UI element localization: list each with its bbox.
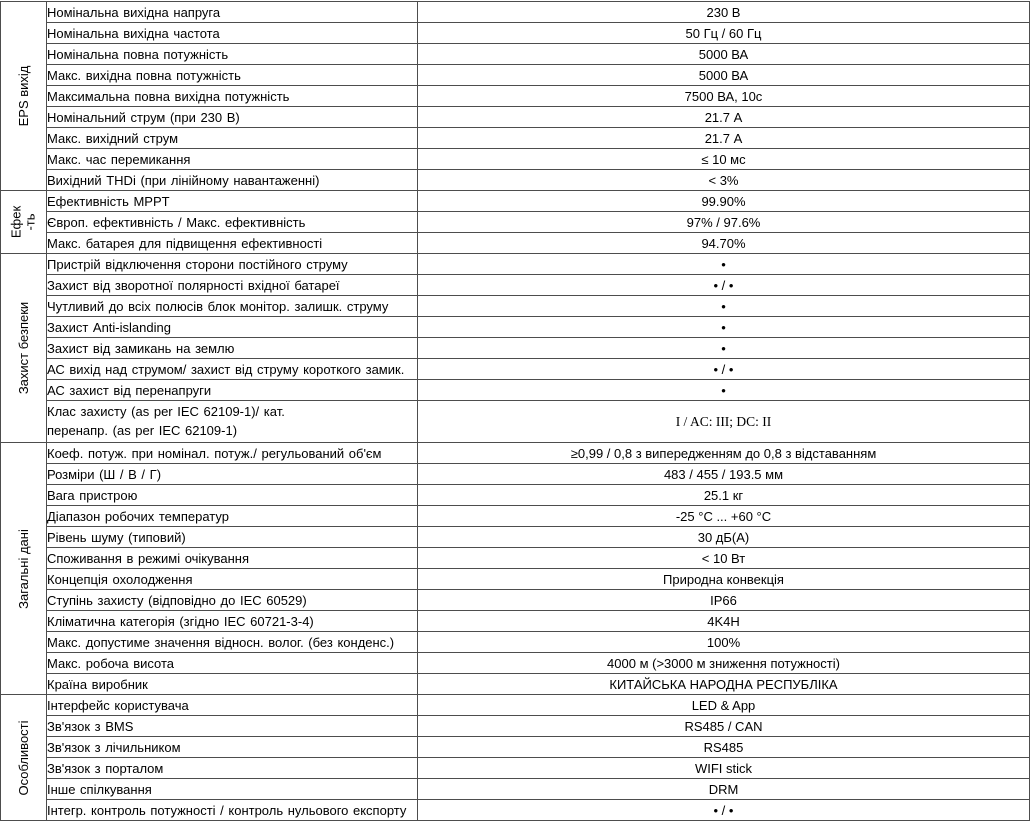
spec-row	[1, 65, 1030, 86]
value-cell: КИТАЙСЬКА НАРОДНА РЕСПУБЛІКА	[418, 674, 1030, 695]
param-cell: Макс. вихідна повна потужність	[47, 65, 418, 86]
value-cell: RS485 / CAN	[418, 716, 1030, 737]
section-label-cell-efficiency	[1, 191, 47, 254]
section-label-eps-output	[16, 66, 30, 127]
value-cell: WIFI stick	[418, 758, 1030, 779]
value-cell: 94.70%	[418, 233, 1030, 254]
param-cell: Захист від зворотної полярності вхідної батареї	[47, 275, 418, 296]
param-cell: Зв'язок з порталом	[47, 758, 418, 779]
spec-row	[1, 485, 1030, 506]
spec-row	[1, 212, 1030, 233]
value-cell: •	[418, 338, 1030, 359]
param-cell	[47, 401, 418, 443]
param-cell: Концепція охолодження	[47, 569, 418, 590]
spec-row	[1, 464, 1030, 485]
spec-row	[1, 716, 1030, 737]
value-cell: ≥0,99 / 0,8 з випередженням до 0,8 з відставанням	[418, 443, 1030, 464]
value-cell: 5000 ВА	[418, 65, 1030, 86]
value-cell: 30 дБ(А)	[418, 527, 1030, 548]
value-cell: IP66	[418, 590, 1030, 611]
spec-row	[1, 359, 1030, 380]
param-cell: Номінальна вихідна частота	[47, 23, 418, 44]
section-label-cell-features	[1, 695, 47, 821]
value-cell: • / •	[418, 359, 1030, 380]
param-cell: Інтегр. контроль потужності / контроль нульового експорту	[47, 800, 418, 821]
value-cell: -25 °C ... +60 °C	[418, 506, 1030, 527]
value-cell: 230 В	[418, 2, 1030, 23]
spec-row	[1, 506, 1030, 527]
param-cell: Зв'язок з лічильником	[47, 737, 418, 758]
param-cell: Макс. робоча висота	[47, 653, 418, 674]
spec-row	[1, 170, 1030, 191]
param-cell: Ступінь захисту (відповідно до IEC 60529)	[47, 590, 418, 611]
spec-row	[1, 527, 1030, 548]
spec-row	[1, 191, 1030, 212]
value-cell: 483 / 455 / 193.5 мм	[418, 464, 1030, 485]
section-label-safety-protection	[16, 302, 30, 394]
spec-row	[1, 611, 1030, 632]
param-cell: Коеф. потуж. при номінал. потуж./ регульований об'єм	[47, 443, 418, 464]
section-label-efficiency	[9, 206, 38, 238]
spec-row	[1, 674, 1030, 695]
param-cell: Макс. вихідний струм	[47, 128, 418, 149]
spec-row	[1, 296, 1030, 317]
param-line: перенапр. (as per IEC 62109-1)	[47, 422, 238, 438]
spec-row	[1, 695, 1030, 716]
value-cell: 99.90%	[418, 191, 1030, 212]
spec-row	[1, 443, 1030, 464]
spec-row	[1, 632, 1030, 653]
param-cell: АС вихід над струмом/ захист від струму короткого замик.	[47, 359, 418, 380]
value-cell: • / •	[418, 800, 1030, 821]
param-cell: Захист Anti-islanding	[47, 317, 418, 338]
spec-row	[1, 737, 1030, 758]
section-label-cell-safety-protection	[1, 254, 47, 443]
spec-row	[1, 590, 1030, 611]
section-label-cell-eps-output	[1, 2, 47, 191]
section-label-line: Загальні дані	[15, 528, 31, 609]
value-cell: Природна конвекція	[418, 569, 1030, 590]
value-cell: •	[418, 254, 1030, 275]
param-cell: Країна виробник	[47, 674, 418, 695]
param-cell: АС захист від перенапруги	[47, 380, 418, 401]
value-cell: ≤ 10 мс	[418, 149, 1030, 170]
param-cell: Кліматична категорія (згідно IEC 60721-3-4)	[47, 611, 418, 632]
param-cell: Зв'язок з BMS	[47, 716, 418, 737]
param-cell: Вага пристрою	[47, 485, 418, 506]
section-label-line: Особливості	[15, 719, 31, 796]
value-cell: 5000 ВА	[418, 44, 1030, 65]
value-cell: DRM	[418, 779, 1030, 800]
spec-row	[1, 317, 1030, 338]
param-cell: Інше спілкування	[47, 779, 418, 800]
spec-row	[1, 800, 1030, 821]
spec-row	[1, 86, 1030, 107]
spec-row	[1, 275, 1030, 296]
section-label-line: Ефек	[8, 205, 24, 239]
param-cell: Вихідний THDi (при лінійному навантаженні)	[47, 170, 418, 191]
param-cell: Макс. допустиме значення відносн. волог. (без конденс.)	[47, 632, 418, 653]
value-cell: 97% / 97.6%	[418, 212, 1030, 233]
param-cell: Діапазон робочих температур	[47, 506, 418, 527]
param-cell: Ефективність MPPT	[47, 191, 418, 212]
param-cell: Номінальна повна потужність	[47, 44, 418, 65]
spec-row	[1, 149, 1030, 170]
spec-row	[1, 233, 1030, 254]
param-cell: Пристрій відключення сторони постійного струму	[47, 254, 418, 275]
section-label-features	[16, 720, 30, 795]
spec-row	[1, 548, 1030, 569]
spec-row	[1, 380, 1030, 401]
param-cell: Чутливий до всіх полюсів блок монітор. залишк. струму	[47, 296, 418, 317]
value-cell: 21.7 А	[418, 128, 1030, 149]
spec-row	[1, 107, 1030, 128]
value-cell: I / AC: III; DC: II	[418, 401, 1030, 443]
spec-row	[1, 569, 1030, 590]
param-cell: Споживання в режимі очікування	[47, 548, 418, 569]
spec-row	[1, 23, 1030, 44]
spec-row	[1, 401, 1030, 443]
value-cell: 21.7 А	[418, 107, 1030, 128]
param-cell: Максимальна повна вихідна потужність	[47, 86, 418, 107]
value-cell: •	[418, 296, 1030, 317]
param-cell: Європ. ефективність / Макс. ефективність	[47, 212, 418, 233]
section-label-line: -ть	[22, 213, 38, 231]
param-cell: Розміри (Ш / В / Г)	[47, 464, 418, 485]
spec-row	[1, 653, 1030, 674]
spec-table	[0, 1, 1030, 821]
value-cell: •	[418, 380, 1030, 401]
section-label-general-data	[16, 529, 30, 609]
spec-row	[1, 2, 1030, 23]
param-cell: Номінальна вихідна напруга	[47, 2, 418, 23]
param-cell: Захист від замикань на землю	[47, 338, 418, 359]
value-cell: 4K4H	[418, 611, 1030, 632]
section-label-line: EPS вихід	[15, 65, 31, 127]
value-cell: < 10 Вт	[418, 548, 1030, 569]
spec-row	[1, 128, 1030, 149]
value-cell: •	[418, 317, 1030, 338]
param-cell: Інтерфейс користувача	[47, 695, 418, 716]
value-cell: 4000 м (>3000 м зниження потужності)	[418, 653, 1030, 674]
section-label-line: Захист безпеки	[15, 301, 31, 395]
param-cell: Номінальний струм (при 230 В)	[47, 107, 418, 128]
value-cell: 100%	[418, 632, 1030, 653]
spec-row	[1, 779, 1030, 800]
value-cell: LED & App	[418, 695, 1030, 716]
value-cell: RS485	[418, 737, 1030, 758]
spec-row	[1, 44, 1030, 65]
value-cell: • / •	[418, 275, 1030, 296]
value-cell: 7500 ВА, 10с	[418, 86, 1030, 107]
value-cell: 25.1 кг	[418, 485, 1030, 506]
spec-row	[1, 758, 1030, 779]
spec-row	[1, 254, 1030, 275]
value-cell: 50 Гц / 60 Гц	[418, 23, 1030, 44]
value-cell: < 3%	[418, 170, 1030, 191]
spec-row	[1, 338, 1030, 359]
param-cell: Макс. батарея для підвищення ефективності	[47, 233, 418, 254]
param-cell: Макс. час перемикання	[47, 149, 418, 170]
param-cell: Рівень шуму (типовий)	[47, 527, 418, 548]
section-label-cell-general-data	[1, 443, 47, 695]
param-line: Клас захисту (as per IEC 62109-1)/ кат.	[47, 403, 285, 419]
